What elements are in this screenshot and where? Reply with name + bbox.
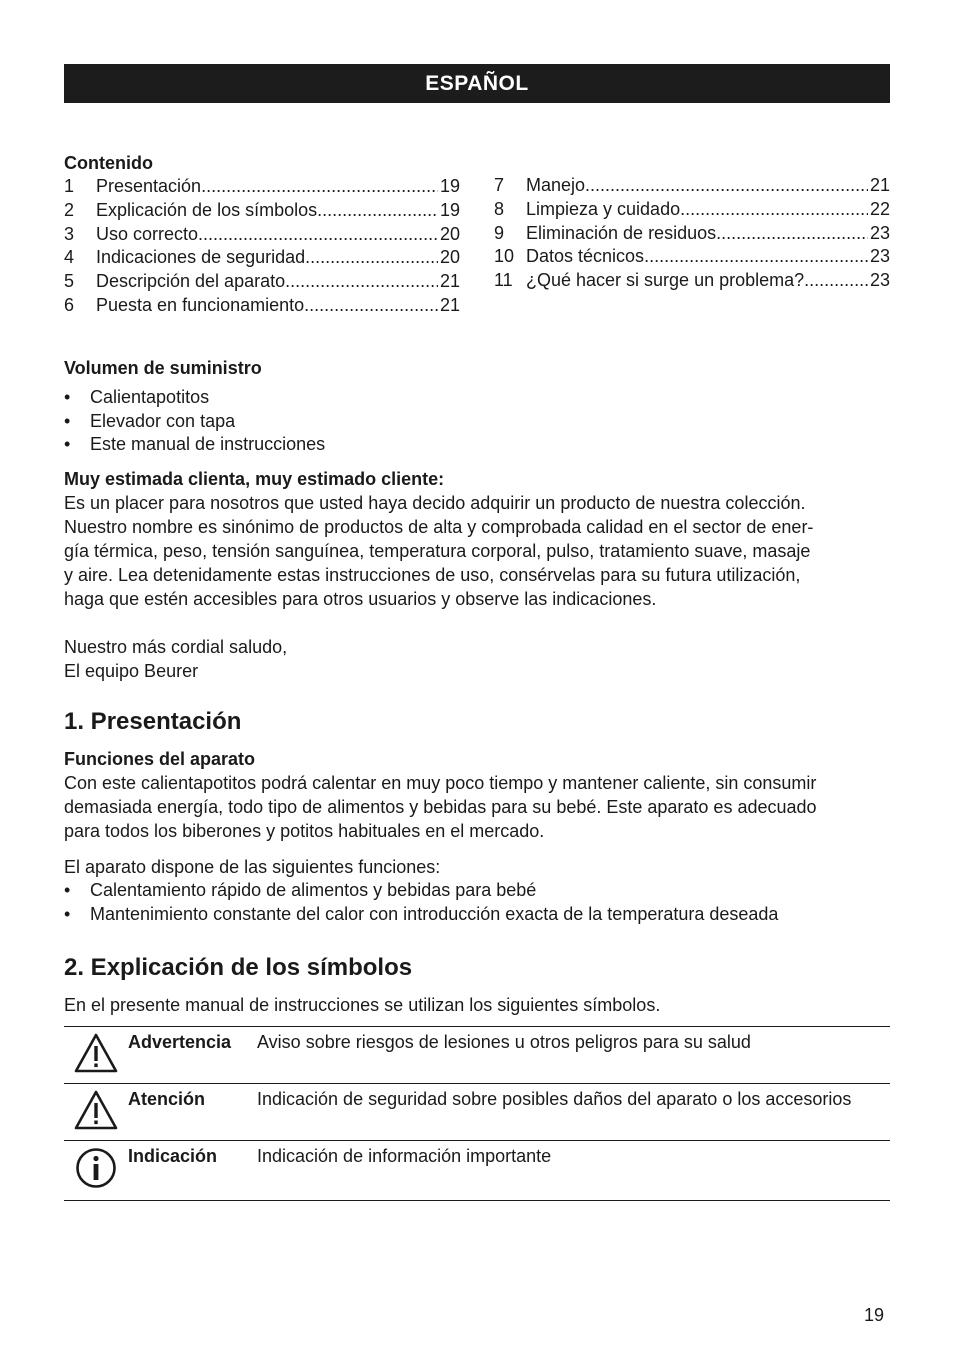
manual-page	[64, 64, 890, 1201]
toc-leader	[716, 222, 868, 246]
toc-entry[interactable]	[64, 199, 460, 223]
symbol-description: Indicación de seguridad sobre posibles daños del aparato o los accesorios	[257, 1088, 852, 1109]
toc-number: 10	[494, 246, 515, 267]
language-header	[64, 64, 890, 103]
toc-leader	[644, 245, 868, 269]
list-item: • Este manual de instrucciones	[64, 433, 890, 457]
warning-triangle-icon	[64, 1027, 128, 1083]
functions-list	[64, 879, 890, 927]
table-row	[64, 1141, 890, 1201]
section-presentacion	[64, 707, 890, 927]
greeting-line: Nuestro nombre es sinónimo de productos de alta y comprobada calidad en el sector de ener-	[64, 517, 814, 538]
toc-number: 5	[64, 271, 75, 292]
toc-number: 3	[64, 223, 75, 244]
toc-entry[interactable]	[64, 294, 460, 318]
toc-entry[interactable]	[64, 175, 460, 199]
toc-number: 8	[494, 198, 505, 219]
toc-number: 2	[64, 199, 75, 220]
toc-number: 4	[64, 247, 75, 268]
toc-page: 19	[439, 176, 460, 196]
info-circle-icon	[64, 1141, 128, 1200]
toc-leader	[680, 198, 868, 222]
section-simbolos	[64, 953, 890, 1201]
toc-page: 22	[869, 198, 890, 219]
toc-page: 21	[439, 294, 460, 315]
toc-leader	[198, 223, 438, 247]
toc-number: 7	[494, 175, 505, 195]
toc-page: 20	[439, 223, 460, 244]
table-row	[64, 1027, 890, 1084]
toc-page: 20	[439, 247, 460, 268]
list-item: • Elevador con tapa	[64, 410, 890, 434]
symbols-table	[64, 1026, 890, 1201]
supply-section	[64, 356, 890, 457]
table-row	[64, 1084, 890, 1141]
symbol-name: Indicación	[128, 1145, 218, 1166]
toc-leader	[285, 270, 438, 294]
supply-list	[64, 386, 890, 457]
toc-label: Datos técnicos	[526, 246, 645, 267]
greeting-line: gía térmica, peso, tensión sanguínea, temperatura corporal, pulso, tratamiento suave, masaje	[64, 541, 811, 562]
closing-line: Nuestro más cordial saludo,	[64, 637, 288, 658]
functions-intro: El aparato dispone de las siguientes funciones:	[64, 857, 441, 878]
toc-page: 23	[869, 246, 890, 267]
section-heading: 1. Presentación	[64, 708, 242, 736]
list-item: • Mantenimiento constante del calor con introducción exacta de la temperatura deseada	[64, 903, 890, 927]
toc-page: 21	[439, 271, 460, 292]
page-number: 19	[864, 1305, 885, 1325]
toc-entry[interactable]	[494, 174, 890, 198]
greeting-line: haga que estén accesibles para otros usuarios y observe las indicaciones.	[64, 589, 657, 610]
toc-entry[interactable]	[64, 223, 460, 247]
toc-label: Uso correcto	[96, 223, 199, 244]
toc-leader	[317, 199, 438, 223]
toc-page: 21	[869, 175, 890, 195]
toc-number: 11	[494, 270, 513, 291]
paragraph-line: Con este calientapotitos podrá calentar en muy poco tiempo y mantener caliente, sin consumir	[64, 773, 817, 794]
toc-label: Puesta en funcionamiento	[96, 294, 305, 315]
toc-leader	[305, 246, 438, 270]
greeting-line: y aire. Lea detenidamente estas instrucciones de uso, consérvelas para su futura utilización,	[64, 565, 801, 586]
toc-number: 6	[64, 294, 75, 315]
toc-entry[interactable]	[64, 246, 460, 270]
greeting-title: Muy estimada clienta, muy estimado cliente:	[64, 469, 445, 490]
toc-label: Manejo	[526, 175, 586, 195]
toc-entry[interactable]	[494, 222, 890, 246]
symbol-name: Advertencia	[128, 1031, 232, 1052]
toc-label: Presentación	[96, 176, 202, 196]
toc-right-column	[494, 174, 890, 318]
section-subheading: Funciones del aparato	[64, 749, 256, 770]
symbol-description: Aviso sobre riesgos de lesiones u otros peligros para su salud	[257, 1031, 751, 1052]
paragraph-line: demasiada energía, todo tipo de alimentos y bebidas para su bebé. Este aparato es adecuado	[64, 797, 817, 818]
toc-label: ¿Qué hacer si surge un problema?	[526, 270, 805, 291]
symbol-description: Indicación de información importante	[257, 1145, 552, 1166]
toc-entry[interactable]	[494, 198, 890, 222]
toc-number: 9	[494, 222, 505, 243]
language-title: ESPAÑOL	[425, 71, 529, 95]
toc-label: Indicaciones de seguridad	[96, 247, 306, 268]
toc-leader	[201, 175, 438, 199]
warning-triangle-icon	[64, 1084, 128, 1140]
greeting-section	[64, 467, 890, 683]
toc-page: 23	[869, 270, 890, 291]
toc-page: 19	[439, 199, 460, 220]
toc-entry[interactable]	[64, 270, 460, 294]
greeting-line: Es un placer para nosotros que usted haya decido adquirir un producto de nuestra colección.	[64, 493, 806, 514]
toc-label: Eliminación de residuos	[526, 222, 717, 243]
list-item: • Calientapotitos	[64, 386, 890, 410]
paragraph-line: para todos los biberones y potitos habituales en el mercado.	[64, 821, 545, 842]
toc-entry[interactable]	[494, 269, 890, 293]
toc-label: Limpieza y cuidado	[526, 198, 681, 219]
toc-page: 23	[869, 222, 890, 243]
supply-title: Volumen de suministro	[64, 357, 262, 378]
toc-label: Descripción del aparato	[96, 271, 286, 292]
list-item: • Calentamiento rápido de alimentos y bebidas para bebé	[64, 879, 890, 903]
toc-leader	[304, 294, 438, 318]
toc-leader	[804, 269, 868, 293]
signature-line: El equipo Beurer	[64, 661, 199, 682]
symbols-intro: En el presente manual de instrucciones se utilizan los siguientes símbolos.	[64, 994, 661, 1015]
toc-label: Explicación de los símbolos	[96, 199, 318, 220]
symbol-name: Atención	[128, 1088, 206, 1109]
section-heading: 2. Explicación de los símbolos	[64, 953, 413, 981]
toc-left-column	[64, 151, 460, 318]
toc-number: 1	[64, 176, 75, 196]
toc-leader	[585, 174, 868, 198]
toc-title: Contenido	[64, 153, 153, 173]
toc-entry[interactable]	[494, 245, 890, 269]
table-of-contents	[64, 151, 890, 318]
